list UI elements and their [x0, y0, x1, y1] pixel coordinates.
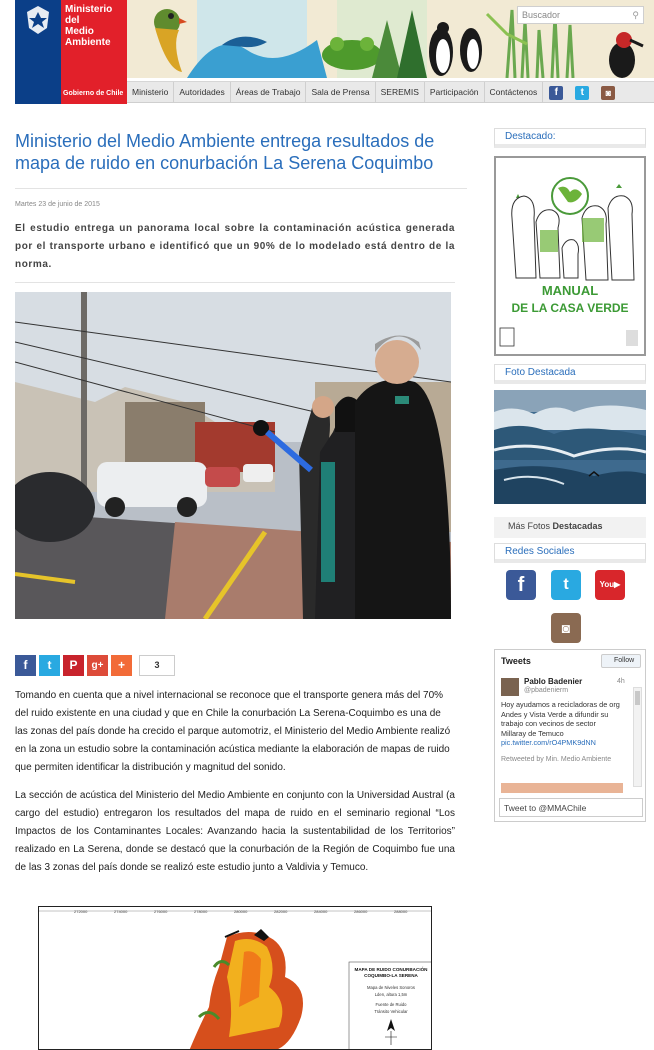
- map-subtitle-2: Lden, altura 1,5m: [374, 992, 408, 997]
- map-x-tick: 280000: [234, 909, 248, 914]
- share-twitter-icon[interactable]: t: [39, 655, 60, 676]
- map-x-tick: 286000: [354, 909, 368, 914]
- nav-item-areas-de-trabajo[interactable]: Áreas de Trabajo: [231, 82, 307, 102]
- manual-casa-verde-banner[interactable]: [494, 156, 646, 356]
- twitter-icon[interactable]: t: [551, 570, 581, 600]
- scrollbar-thumb[interactable]: [635, 691, 640, 705]
- share-googleplus-icon[interactable]: g+: [87, 655, 108, 676]
- ocean-waves-image: [494, 390, 646, 504]
- destacado-heading: Destacado:: [494, 128, 646, 148]
- ministry-logo[interactable]: [15, 0, 127, 104]
- map-x-tick: 272000: [74, 909, 88, 914]
- tweet-body: Hoy ayudamos a recicladoras de org Andes y Vista Verde a difundir su trabajo con vecinos de sector Millaray de Temuco: [501, 700, 620, 738]
- nav-item-sala-de-prensa[interactable]: Sala de Prensa: [306, 82, 375, 102]
- coat-of-arms-icon: [23, 4, 53, 36]
- article: [15, 130, 467, 283]
- instagram-icon[interactable]: ◙: [601, 86, 615, 100]
- article-lead: El estudio entrega un panorama local sobre la contaminación acústica generada por el transporte urbano e identificó que un 90% de lo modelado está dentro de la norma.: [15, 220, 455, 283]
- nav-item-contactenos[interactable]: Contáctenos: [485, 82, 544, 102]
- share-pinterest-icon[interactable]: P: [63, 655, 84, 676]
- share-more-icon[interactable]: +: [111, 655, 132, 676]
- tweet-input[interactable]: Tweet to @MMAChile: [499, 798, 643, 817]
- book-title-line-1: MANUAL: [541, 283, 599, 298]
- twitter-widget: [494, 649, 646, 822]
- map-subtitle-4: Tránsito Vehicular: [374, 1009, 408, 1014]
- foto-destacada-section: [494, 364, 646, 384]
- search-icon[interactable]: ⚲: [632, 10, 639, 20]
- tweet-time[interactable]: 4h: [617, 678, 625, 685]
- map-x-tick: 278000: [194, 909, 208, 914]
- nav-item-seremis[interactable]: SEREMIS: [376, 82, 425, 102]
- tweet-text: [501, 700, 623, 748]
- family-illustration: [496, 158, 644, 354]
- main-nav: [127, 81, 654, 103]
- noise-map-image: [38, 906, 432, 1050]
- tweets-heading: Tweets: [501, 656, 531, 666]
- nav-item-participacion[interactable]: Participación: [425, 82, 485, 102]
- book-title-line-2: DE LA CASA VERDE: [511, 301, 629, 315]
- featured-photo[interactable]: [494, 390, 646, 504]
- tweets-scrollbar[interactable]: [633, 687, 642, 787]
- instagram-icon[interactable]: ◙: [551, 613, 581, 643]
- facebook-icon[interactable]: f: [549, 86, 563, 100]
- retweet-info: Retweeted by Min. Medio Ambiente: [501, 756, 612, 763]
- search-placeholder: Buscador: [522, 10, 561, 20]
- redes-sociales-heading: Redes Sociales: [494, 543, 646, 563]
- map-x-tick: 288000: [394, 909, 408, 914]
- follow-button[interactable]: Follow: [601, 654, 641, 668]
- map-title: MAPA DE RUIDO CONURBACIÓN COQUIMBO-LA SERENA: [354, 967, 428, 978]
- redes-sociales-section: [494, 543, 646, 563]
- ministry-name: Ministerio del Medio Ambiente: [65, 4, 113, 48]
- nav-item-ministerio[interactable]: Ministerio: [127, 82, 174, 102]
- share-bar: [15, 655, 175, 677]
- tweet-handle[interactable]: @pbadenierm: [524, 687, 569, 694]
- share-facebook-icon[interactable]: f: [15, 655, 36, 676]
- map-x-tick: 284000: [314, 909, 328, 914]
- map-x-tick: 282000: [274, 909, 288, 914]
- map-x-tick: 274000: [114, 909, 128, 914]
- youtube-icon[interactable]: You▶: [595, 570, 625, 600]
- article-paragraph-2: La sección de acústica del Ministerio del Medio Ambiente en conjunto con la Universidad Austral (a cargo del estudio) entregaron los resultados del mapa de ruido en el seminario regional “Los Impactos de los Contaminantes Locales: Avanzando hacia la sustentabilidad de los Territorios” realizado en La Serena, donde se destacó que la conurbación de la Región de Coquimbo fue una de las 3 zonas del país donde se realizó este estudio junto a Valdivia y Temuco.: [15, 790, 455, 873]
- north-arrow-icon: [383, 1017, 399, 1047]
- article-title: Ministerio del Medio Ambiente entrega resultados de mapa de ruido en conurbación La Serena Coquimbo: [15, 131, 435, 173]
- twitter-icon[interactable]: t: [575, 86, 589, 100]
- facebook-icon[interactable]: f: [506, 570, 536, 600]
- article-date: Martes 23 de junio de 2015: [15, 188, 467, 208]
- article-paragraph-1: Tomando en cuenta que a nivel internacional se reconoce que el transporte genera más del 70% del ruido existente en una ciudad y que en Chile la conurbación La Serena-Coquimbo es una de las zonas del país donde ha crecido el parque automotriz, el Ministerio del Medio Ambiente realizó en la zona un estudio sobre la contaminación acústica mediante la elaboración de mapas de ruido que permiten identificar la distribución y magnitud del sonido.: [15, 690, 451, 773]
- article-photo: [15, 292, 451, 619]
- map-subtitle-3: Fuente de Ruido: [375, 1002, 407, 1007]
- map-subtitle-1: Mapa de Niveles Sonoros: [367, 985, 415, 990]
- share-count: 3: [139, 655, 175, 676]
- avatar[interactable]: [501, 678, 519, 696]
- search-input[interactable]: [517, 6, 644, 24]
- map-x-tick: 276000: [154, 909, 168, 914]
- foto-destacada-heading: Foto Destacada: [494, 364, 646, 384]
- tweet-author[interactable]: Pablo Badenier: [524, 677, 583, 686]
- more-photos-link[interactable]: [494, 517, 646, 538]
- tweet-link[interactable]: pic.twitter.com/rO4PMK9dNN: [501, 738, 596, 748]
- more-photos-prefix: Más Fotos: [508, 521, 553, 531]
- nav-item-autoridades[interactable]: Autoridades: [174, 82, 230, 102]
- street-scene-image: [15, 292, 451, 619]
- government-label: Gobierno de Chile: [63, 90, 124, 97]
- more-photos-bold: Destacadas: [552, 521, 603, 531]
- site-header: [0, 0, 654, 104]
- next-tweet-preview: [501, 783, 623, 793]
- sidebar: [494, 128, 646, 148]
